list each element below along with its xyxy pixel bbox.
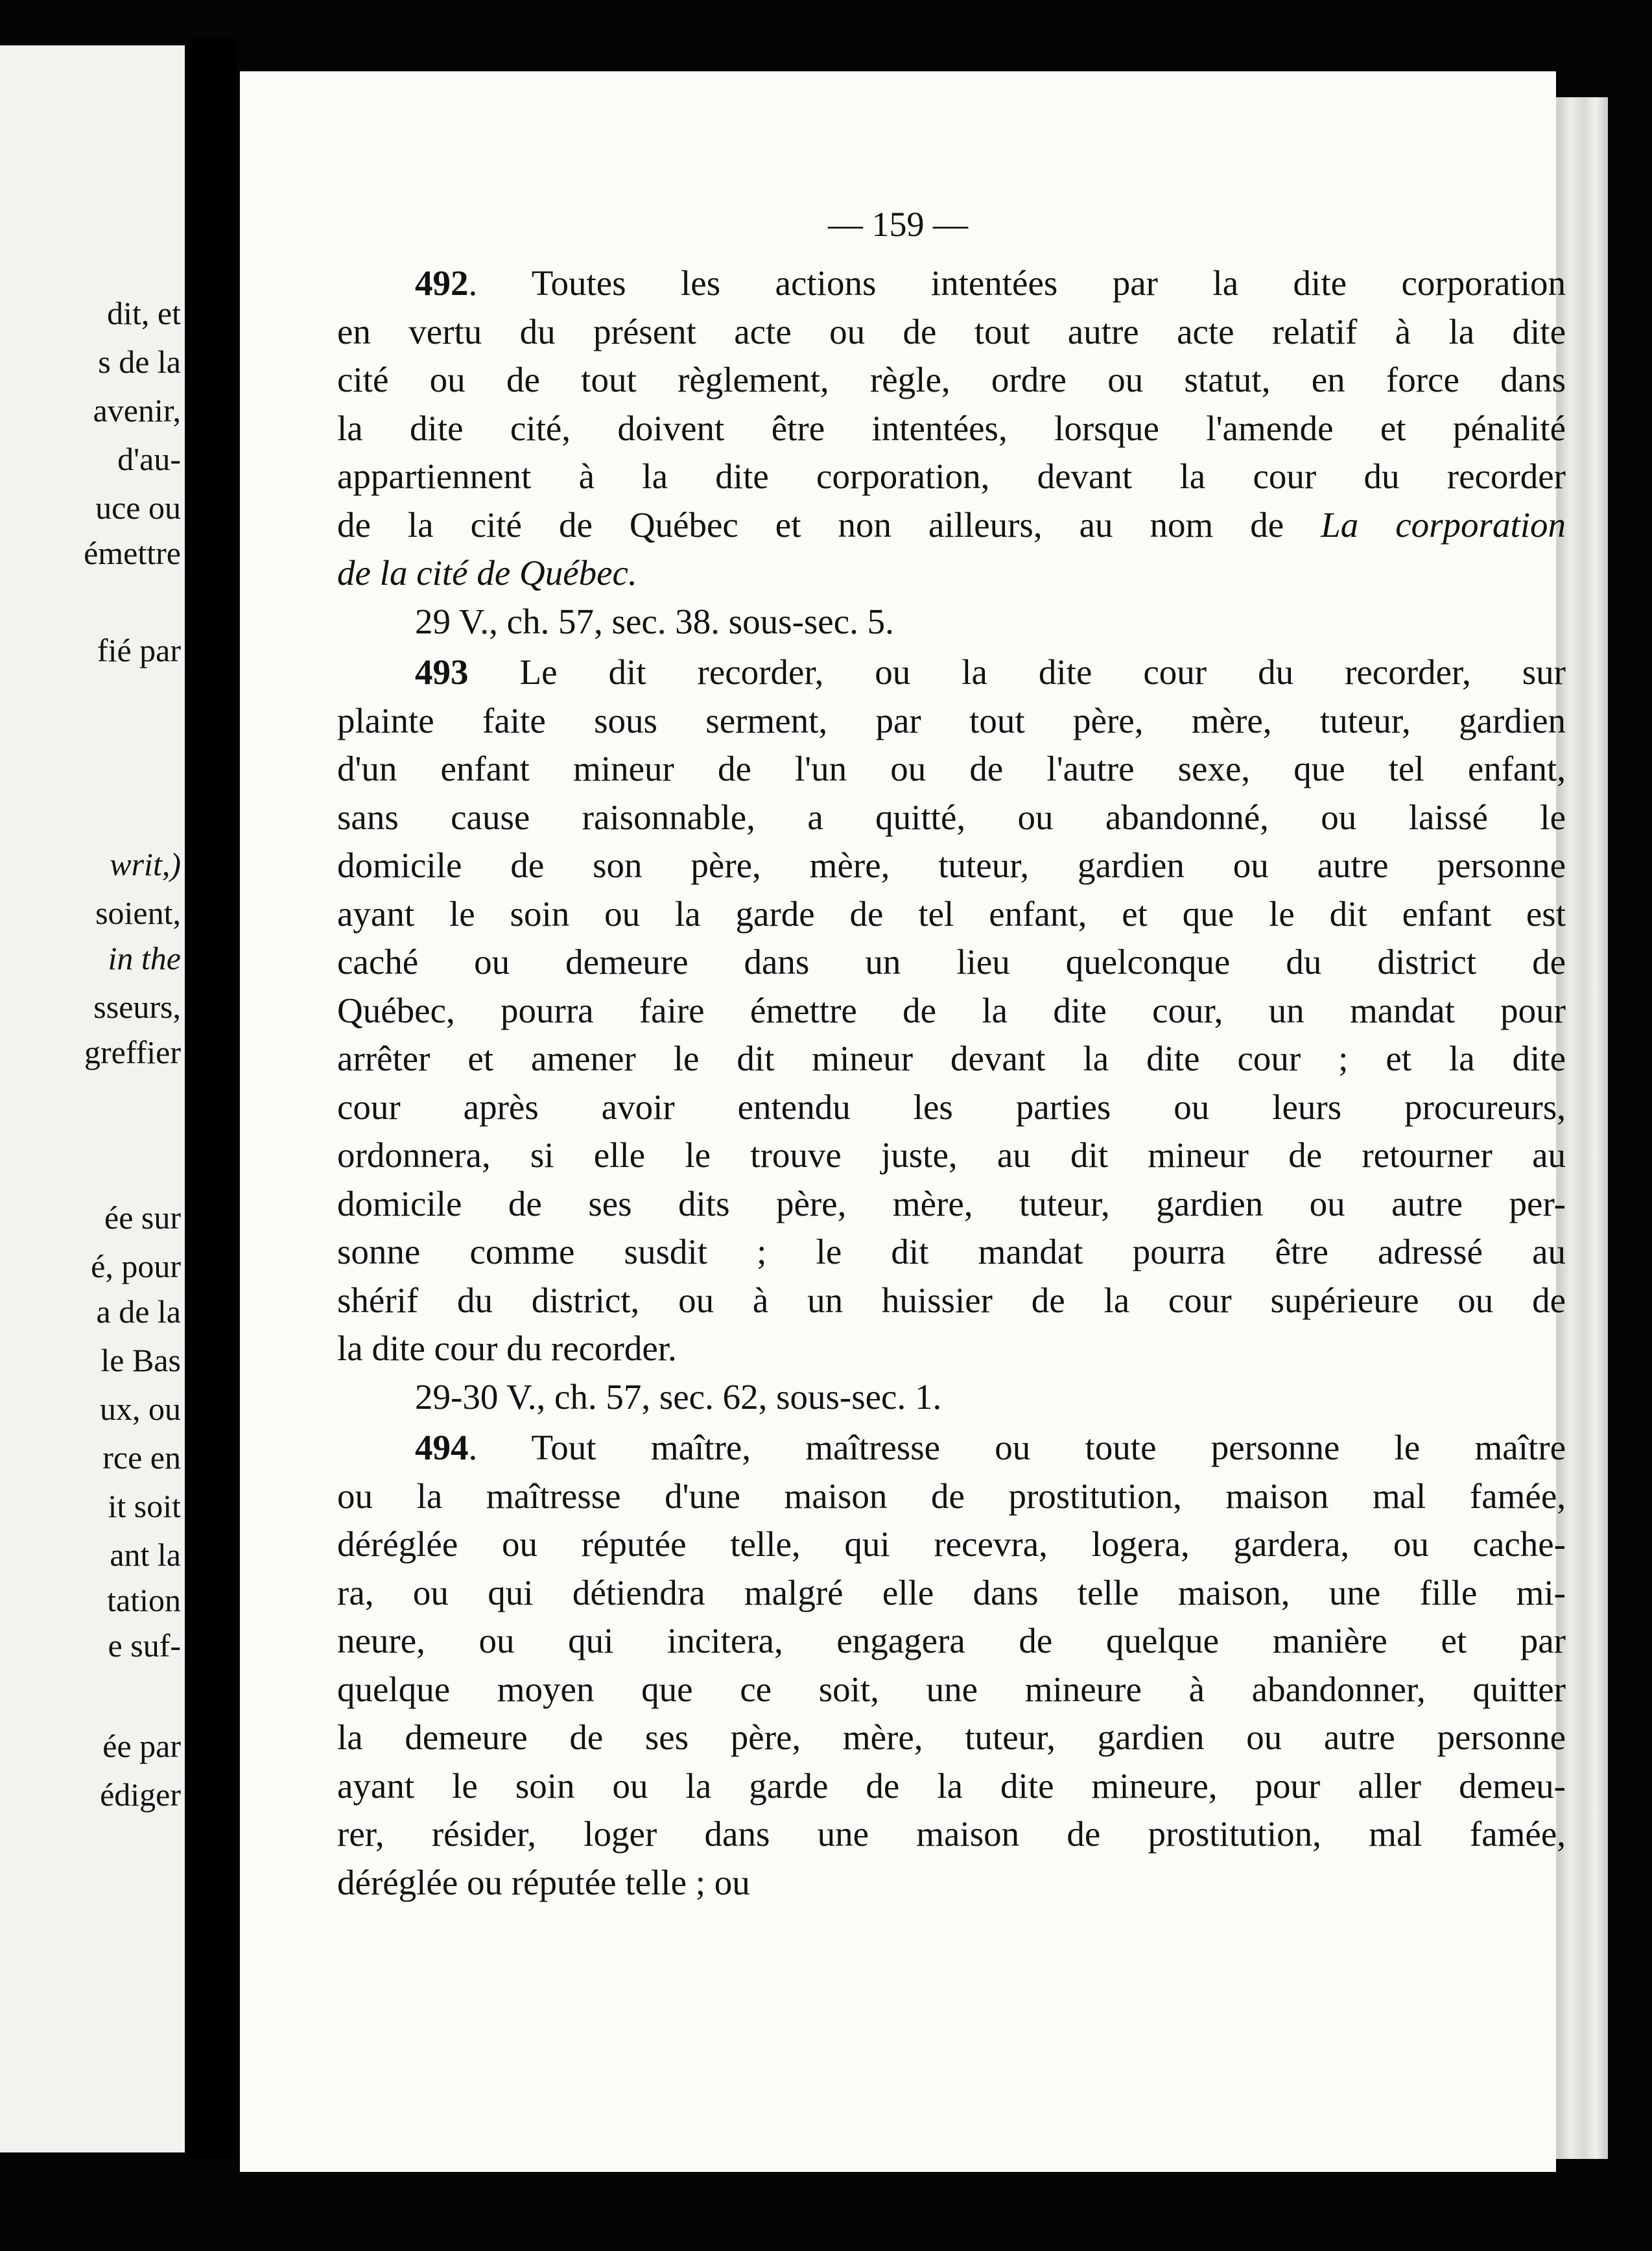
article-492-line: en vertu du présent acte ou de tout autre acte relatif à la dite xyxy=(337,311,1566,351)
article-493-line: sonne comme susdit ; le dit mandat pourra être adressé au xyxy=(337,1232,1566,1271)
article-494-line: rer, résider, loger dans une maison de prostitution, mal famée, xyxy=(337,1814,1566,1854)
facing-page-line: s de la xyxy=(98,344,181,380)
article-492-line: appartiennent à la dite corporation, devant la cour du recorder xyxy=(337,456,1566,496)
article-493-line: domicile de ses dits père, mère, tuteur, gardien ou autre per- xyxy=(337,1183,1566,1223)
article-number: 494 xyxy=(415,1428,469,1467)
article-number: 492 xyxy=(415,263,469,303)
article-494-line: la demeure de ses père, mère, tuteur, gardien ou autre personne xyxy=(337,1717,1566,1757)
article-493-line: la dite cour du recorder. xyxy=(337,1328,677,1368)
facing-page-line: tation xyxy=(107,1582,181,1618)
facing-page-line: greffier xyxy=(84,1034,181,1070)
facing-page-line: sseurs, xyxy=(93,989,181,1025)
article-493-line: d'un enfant mineur de l'un ou de l'autre sexe, que tel enfant, xyxy=(337,749,1566,788)
facing-page-line: avenir, xyxy=(93,392,181,429)
article-492-line: cité ou de tout règlement, règle, ordre ou statut, en force dans xyxy=(337,360,1566,399)
article-493-line: ayant le soin ou la garde de tel enfant, et que le dit enfant est xyxy=(337,893,1566,934)
article-492-line: 492. Toutes les actions intentées par la dite corporation xyxy=(415,263,1566,303)
article-494-line: neure, ou qui incitera, engagera de quelque manière et par xyxy=(337,1621,1566,1660)
facing-page-line: in the xyxy=(108,940,181,976)
facing-page-line: é, pour xyxy=(91,1248,181,1284)
facing-page-line: ux, ou xyxy=(100,1391,181,1427)
article-494-line: déréglée ou réputée telle ; ou xyxy=(337,1862,750,1902)
book-gutter xyxy=(185,39,237,2159)
article-493-line: plainte faite sous serment, par tout père, mère, tuteur, gardien xyxy=(337,700,1566,740)
article-494-line: ayant le soin ou la garde de la dite mineure, pour aller demeu- xyxy=(337,1765,1566,1806)
article-493-line: Québec, pourra faire émettre de la dite cour, un mandat pour xyxy=(337,990,1566,1030)
article-494-line: déréglée ou réputée telle, qui recevra, logera, gardera, ou cache- xyxy=(337,1524,1566,1564)
article-493-line: shérif du district, ou à un huissier de la cour supérieure ou de xyxy=(337,1280,1566,1320)
article-494-line: 494. Tout maître, maîtresse ou toute personne le maître xyxy=(415,1428,1566,1467)
article-493-line: sans cause raisonnable, a quitté, ou abandonné, ou laissé le xyxy=(337,797,1566,837)
main-page xyxy=(240,71,1566,2172)
article-492-line: de la cité de Québec. xyxy=(337,553,637,593)
article-492-line: la dite cité, doivent être intentées, lorsque l'amende et pénalité xyxy=(337,408,1566,448)
facing-page-line: émettre xyxy=(84,535,181,571)
article-number: 493 xyxy=(415,652,469,692)
article-493-line: caché ou demeure dans un lieu quelconque du district de xyxy=(337,942,1566,982)
facing-page-line: a de la xyxy=(96,1293,181,1330)
page-number: — 159 — xyxy=(828,205,968,244)
article-493-line: cour après avoir entendu les parties ou leurs procureurs, xyxy=(337,1087,1566,1127)
facing-page-line: ée sur xyxy=(104,1199,181,1236)
facing-page-line: édiger xyxy=(100,1776,181,1813)
article-493-line: ordonnera, si elle le trouve juste, au dit mineur de retourner au xyxy=(337,1135,1566,1175)
facing-page-line: dit, et xyxy=(107,295,181,331)
facing-page-line: ée par xyxy=(102,1728,181,1764)
facing-page-line: rce en xyxy=(102,1439,181,1476)
article-493-line: 493 Le dit recorder, ou la dite cour du recorder, sur xyxy=(415,652,1566,692)
article-492-line: de la cité de Québec et non ailleurs, au nom de La corporation xyxy=(337,504,1566,545)
facing-page-line: ant la xyxy=(110,1537,181,1573)
facing-page-line: e suf- xyxy=(108,1627,181,1664)
facing-page-line: fié par xyxy=(97,632,181,668)
facing-page-line: it soit xyxy=(108,1488,181,1524)
article-494-line: ou la maîtresse d'une maison de prostitution, maison mal famée, xyxy=(337,1476,1566,1516)
facing-page-line: writ,) xyxy=(110,846,181,882)
body-text xyxy=(337,259,1569,1907)
facing-page-fragment xyxy=(0,45,185,2152)
facing-page-line: le Bas xyxy=(100,1342,181,1378)
facing-page-line: soient, xyxy=(95,895,181,931)
article-492-citation: 29 V., ch. 57, sec. 38. sous-sec. 5. xyxy=(415,601,894,641)
article-493-citation: 29-30 V., ch. 57, sec. 62, sous-sec. 1. xyxy=(415,1376,942,1417)
article-494-line: ra, ou qui détiendra malgré elle dans telle maison, une fille mi- xyxy=(337,1572,1566,1612)
article-493-line: arrêter et amener le dit mineur devant la dite cour ; et la dite xyxy=(337,1039,1566,1078)
facing-page-line: d'au- xyxy=(117,441,181,477)
article-493-line: domicile de son père, mère, tuteur, gardien ou autre personne xyxy=(337,845,1566,885)
facing-page-line: uce ou xyxy=(95,489,181,526)
article-494-line: quelque moyen que ce soit, une mineure à abandonner, quitter xyxy=(337,1669,1566,1709)
